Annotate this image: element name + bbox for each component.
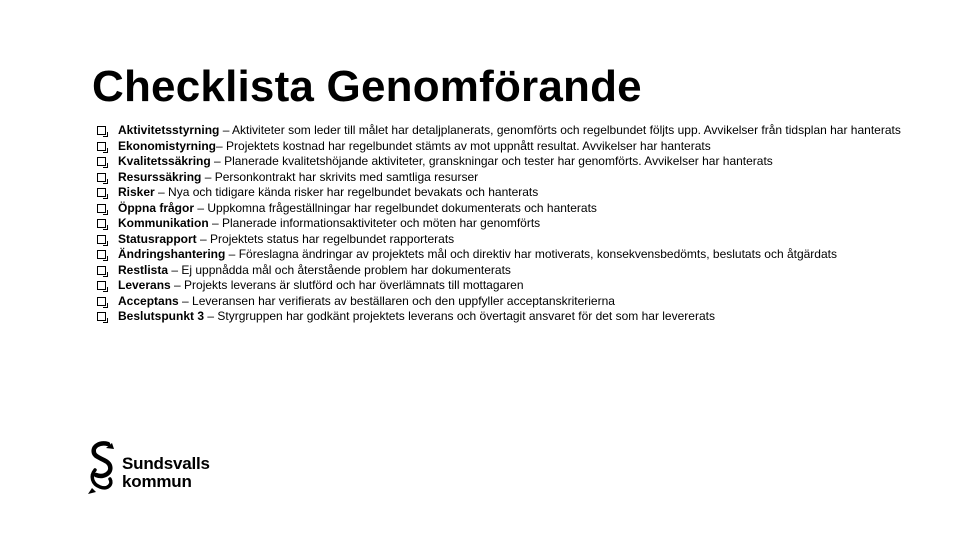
checklist-item-label: Leverans <box>118 278 171 292</box>
checkbox-bullet-icon <box>97 297 106 306</box>
sundsvall-crest-icon <box>86 440 120 496</box>
checklist-item-separator: – <box>194 200 208 215</box>
logo-text-line2: kommun <box>122 472 192 491</box>
checklist-item-text <box>118 201 917 217</box>
checklist-item-text <box>118 263 917 279</box>
checklist-item <box>97 139 917 155</box>
checklist-item <box>97 294 917 310</box>
checklist-item-label: Resurssäkring <box>118 169 202 184</box>
checkbox-bullet-icon <box>97 173 106 182</box>
checklist-item <box>97 309 917 325</box>
checklist-item-description: Projektets kostnad har regelbundet stämts av mot uppnått resultat. Avvikelser har hanterats <box>226 138 711 153</box>
checklist-item-text <box>118 232 917 248</box>
checkbox-bullet-icon <box>97 219 106 228</box>
checklist-item-label: Ändringshantering <box>118 247 226 261</box>
checklist-item-text <box>118 216 917 232</box>
checklist-item-label: Beslutspunkt 3 <box>118 309 205 323</box>
checklist-item <box>97 232 917 248</box>
checklist-item-description: Projekts leverans är slutförd och har överlämnats till mottagaren <box>184 278 524 292</box>
checklist-item-label: Restlista <box>118 262 169 277</box>
checklist-item-text <box>118 185 917 201</box>
checklist-item <box>97 278 917 294</box>
checkbox-bullet-icon <box>97 188 106 197</box>
checklist-item-label: Acceptans <box>118 293 179 308</box>
checklist-item <box>97 247 917 263</box>
checklist-item <box>97 170 917 186</box>
checklist-item-text <box>118 154 917 170</box>
checkbox-bullet-icon <box>97 126 106 135</box>
checklist <box>97 123 917 325</box>
checklist-item-description: Planerade kvalitetshöjande aktiviteter, granskningar och tester har genomförts. Avvikelser har hanterats <box>224 154 773 168</box>
checklist-item <box>97 154 917 170</box>
checklist-item-label: Ekonomistyrning <box>118 138 217 153</box>
checklist-item-label: Öppna frågor <box>118 200 195 215</box>
checklist-item-separator: – <box>204 309 218 323</box>
checkbox-bullet-icon <box>97 204 106 213</box>
checklist-item-separator: – <box>201 169 215 184</box>
checklist-item-description: Planerade informationsaktiviteter och möten har genomförts <box>222 216 541 230</box>
checklist-item-text <box>118 247 917 263</box>
checklist-item-separator: – <box>178 293 193 308</box>
checklist-item <box>97 216 917 232</box>
checkbox-bullet-icon <box>97 235 106 244</box>
checklist-item-text <box>118 278 917 294</box>
checklist-item-label: Statusrapport <box>118 231 197 246</box>
logo-text-line1: Sundsvalls <box>122 454 210 473</box>
checklist-item-text <box>118 123 917 139</box>
checklist-item-separator: – <box>196 231 211 246</box>
checklist-item-label: Aktivitetsstyrning <box>118 123 220 137</box>
checklist-item-description: Leveransen har verifierats av beställaren och den uppfyller acceptanskriterierna <box>192 293 615 308</box>
checklist-item-separator: – <box>208 216 223 230</box>
checklist-item-description: Uppkomna frågeställningar har regelbundet dokumenterats och hanterats <box>207 200 597 215</box>
checklist-item <box>97 263 917 279</box>
checklist-item-label: Kommunikation <box>118 216 209 230</box>
checklist-item-separator: – <box>225 247 239 261</box>
checklist-item-text <box>118 309 917 325</box>
checklist-item-text <box>118 294 917 310</box>
checklist-item-label: Kvalitetssäkring <box>118 154 211 168</box>
checklist-item <box>97 201 917 217</box>
checklist-item-separator: – <box>219 123 233 137</box>
checklist-item-separator: – <box>170 278 185 292</box>
checklist-item-separator: – <box>154 185 169 199</box>
checkbox-bullet-icon <box>97 281 106 290</box>
checklist-item-text <box>118 139 917 155</box>
checklist-item-description: Styrgruppen har godkänt projektets leverans och övertagit ansvaret för det som har levererats <box>217 309 715 323</box>
checklist-item-description: Föreslagna ändringar av projektets mål och direktiv har motiverats, konsekvensbedömts, beslutats och åtgärdats <box>238 247 837 261</box>
checklist-item-description: Personkontrakt har skrivits med samtliga resurser <box>214 169 479 184</box>
checkbox-bullet-icon <box>97 312 106 321</box>
checklist-item-description: Nya och tidigare kända risker har regelbundet bevakats och hanterats <box>168 185 539 199</box>
checkbox-bullet-icon <box>97 266 106 275</box>
checklist-item <box>97 185 917 201</box>
checklist-item-separator: – <box>168 262 182 277</box>
checklist-item-separator: – <box>216 138 227 153</box>
sundsvalls-kommun-logo <box>86 440 246 496</box>
checklist-item-description: Projektets status har regelbundet rapporterats <box>210 231 455 246</box>
checklist-item <box>97 123 917 139</box>
checklist-item-description: Ej uppnådda mål och återstående problem har dokumenterats <box>181 262 511 277</box>
checklist-item-separator: – <box>210 154 225 168</box>
checklist-item-description: Aktiviteter som leder till målet har detaljplanerats, genomförts och regelbundet följts upp. Avvikelser från tidsplan har hanterats <box>232 123 901 137</box>
checklist-item-label: Risker <box>118 185 155 199</box>
checkbox-bullet-icon <box>97 250 106 259</box>
checklist-item-text <box>118 170 917 186</box>
checkbox-bullet-icon <box>97 142 106 151</box>
checkbox-bullet-icon <box>97 157 106 166</box>
page-title: Checklista Genomförande <box>92 62 642 111</box>
